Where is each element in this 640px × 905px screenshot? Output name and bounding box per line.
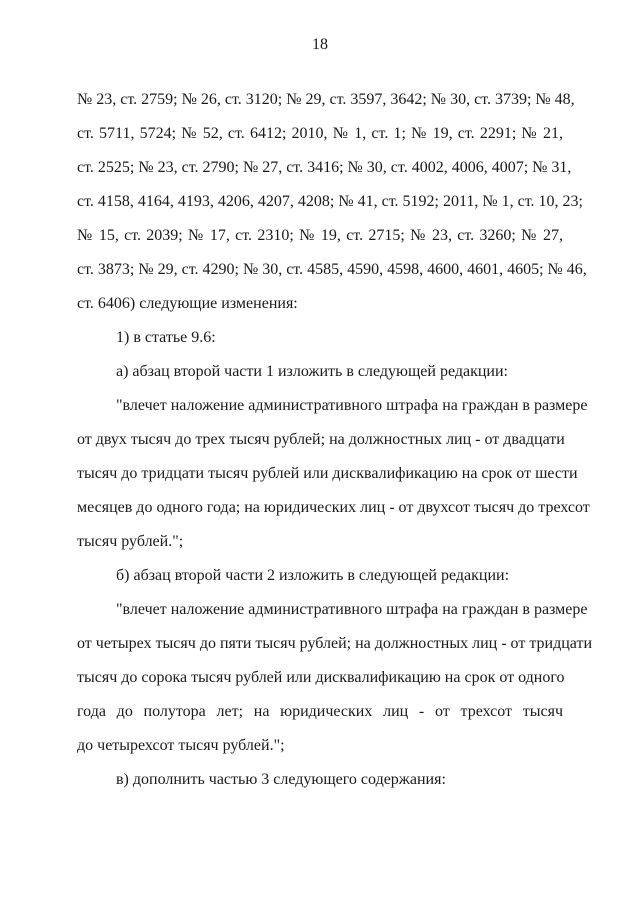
quote-line: года до полутора лет; на юридических лиц - от трехсот тысяч [77, 703, 563, 720]
text-line: ст. 3873; № 29, ст. 4290; № 30, ст. 4585, 4590, 4598, 4600, 4601, 4605; № 46, [77, 261, 587, 278]
text-line: ст. 4158, 4164, 4193, 4206, 4207, 4208; № 41, ст. 5192; 2011, № 1, ст. 10, 23; [77, 193, 583, 210]
quote-line: до четырехсот тысяч рублей."; [77, 737, 285, 754]
text-line: № 15, ст. 2039; № 17, ст. 2310; № 19, ст. 2715; № 23, ст. 3260; № 27, [77, 227, 563, 244]
quote-line: от двух тысяч до трех тысяч рублей; на должностных лиц - от двадцати [77, 431, 565, 448]
quote-line: тысяч до сорока тысяч рублей или дисквалификацию на срок от одного [77, 669, 565, 686]
text-line: ст. 2525; № 23, ст. 2790; № 27, ст. 3416; № 30, ст. 4002, 4006, 4007; № 31, [77, 159, 572, 176]
quote-line: "влечет наложение административного штрафа на граждан в размере [116, 601, 588, 618]
quote-line: месяцев до одного года; на юридических лиц - от двухсот тысяч до трехсот [77, 499, 590, 516]
quote-line: "влечет наложение административного штрафа на граждан в размере [116, 397, 588, 414]
page-number: 18 [312, 36, 328, 53]
text-line: ст. 6406) следующие изменения: [77, 295, 298, 312]
paragraph-line: 1) в статье 9.6: [116, 329, 216, 346]
paragraph-line: а) абзац второй части 1 изложить в следующей редакции: [116, 363, 508, 380]
text-line: ст. 5711, 5724; № 52, ст. 6412; 2010, № 1, ст. 1; № 19, ст. 2291; № 21, [77, 125, 563, 142]
quote-line: тысяч рублей."; [77, 533, 184, 550]
quote-line: тысяч до тридцати тысяч рублей или дисквалификацию на срок от шести [77, 465, 578, 482]
paragraph-line: в) дополнить частью 3 следующего содержания: [116, 771, 446, 788]
text-line: № 23, ст. 2759; № 26, ст. 3120; № 29, ст. 3597, 3642; № 30, ст. 3739; № 48, [77, 91, 575, 108]
paragraph-line: б) абзац второй части 2 изложить в следующей редакции: [116, 567, 510, 584]
quote-line: от четырех тысяч до пяти тысяч рублей; на должностных лиц - от тридцати [77, 635, 593, 652]
